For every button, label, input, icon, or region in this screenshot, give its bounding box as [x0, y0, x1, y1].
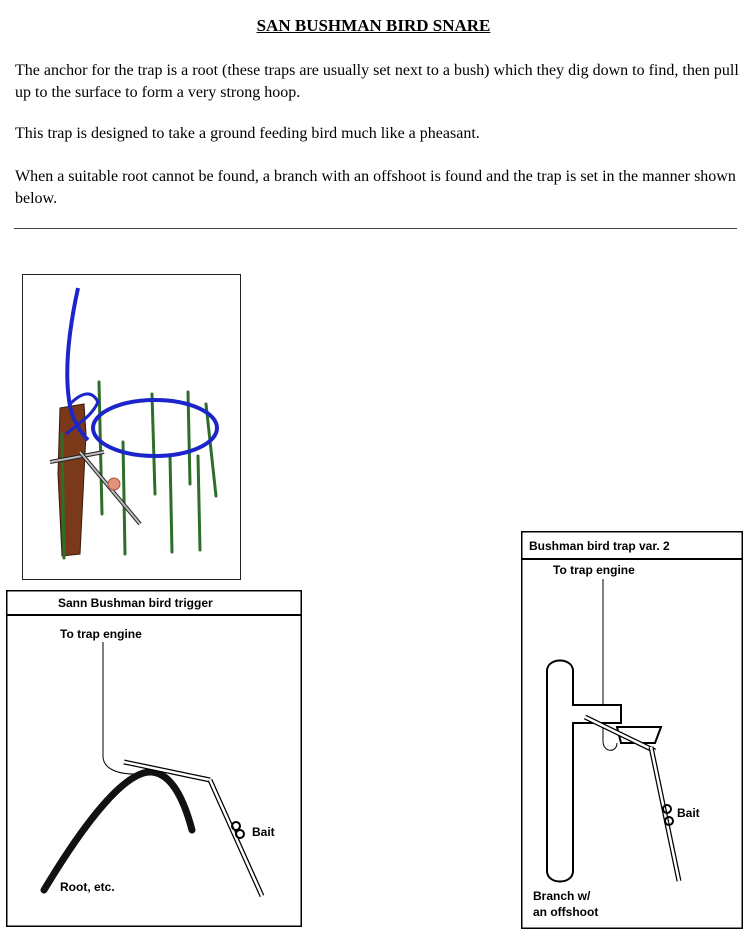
variation-diagram	[521, 531, 743, 929]
page-title: SAN BUSHMAN BIRD SNARE	[256, 16, 491, 35]
trigger-bait-label: Bait	[252, 825, 275, 839]
variation-engine-label: To trap engine	[553, 563, 635, 577]
horizontal-divider	[14, 228, 737, 229]
paragraph-branch: When a suitable root cannot be found, a branch with an offshoot is found and the trap is set in the manner shown below.	[15, 168, 736, 207]
trigger-diagram-heading: Sann Bushman bird trigger	[58, 596, 213, 610]
paragraph-purpose: This trap is designed to take a ground feeding bird much like a pheasant.	[15, 125, 480, 142]
variation-branch-label-2: an offshoot	[533, 905, 599, 919]
variation-diagram-heading: Bushman bird trap var. 2	[529, 539, 670, 553]
bait-illustration	[108, 478, 120, 490]
variation-branch-label-1: Branch w/	[533, 889, 591, 903]
snare-illustration	[22, 274, 241, 580]
paragraph-anchor: The anchor for the trap is a root (these traps are usually set next to a bush) which they dig down to find, then pull up to the surface to form a very strong hoop.	[15, 62, 739, 101]
variation-bait-label: Bait	[677, 806, 700, 820]
trigger-root-label: Root, etc.	[60, 880, 115, 894]
trigger-diagram	[6, 590, 302, 927]
trigger-engine-label: To trap engine	[60, 627, 142, 641]
